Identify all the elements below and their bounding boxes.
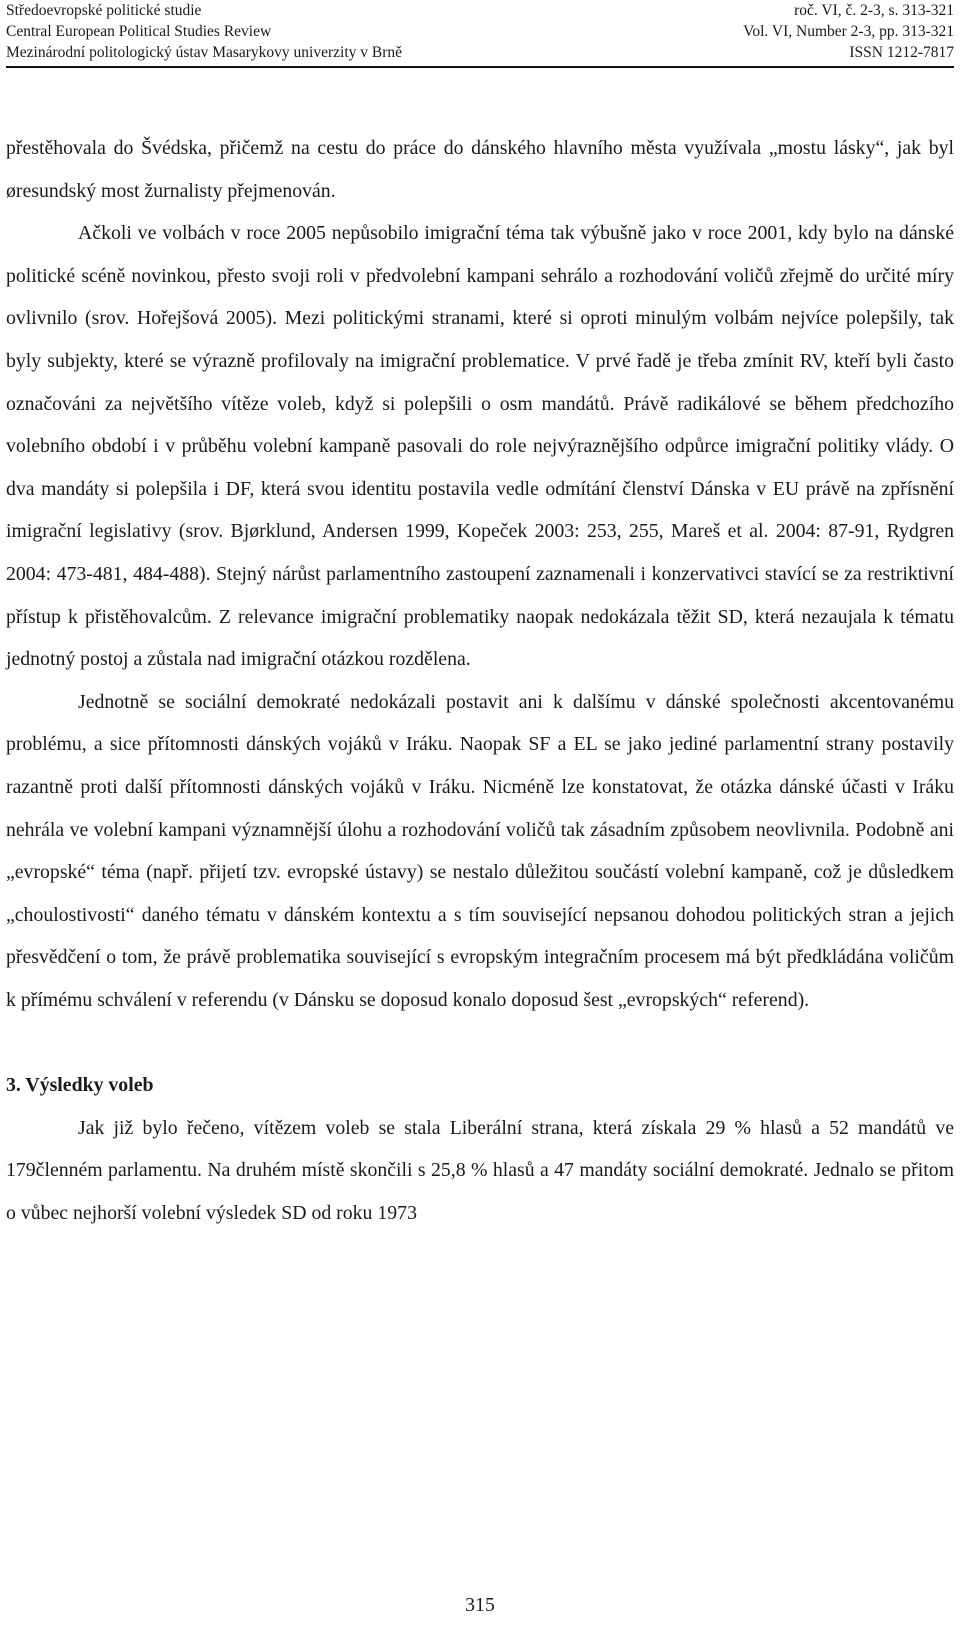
section-heading: 3. Výsledky voleb: [6, 1074, 154, 1097]
journal-title-cz: Středoevropské politické studie: [6, 2, 202, 19]
journal-title-en: Central European Political Studies Review: [6, 23, 272, 40]
journal-header: [6, 0, 954, 68]
paragraph-results: Jak již bylo řečeno, vítězem voleb se stala Liberální strana, která získala 29 % hlasů a 52 mandátů ve 179členném parlamentu. Na druhém místě skončili s 25,8 % hlasů a 47 mandáty sociální demokraté. Jednalo se přitom o vůbec nejhorší volební výsledek SD od roku 1973: [6, 1116, 954, 1224]
issn: ISSN 1212-7817: [849, 44, 954, 61]
paragraph-continuation: přestěhovala do Švédska, přičemž na cestu do práce do dánského hlavního města využívala „mostu lásky“, jak byl øresundský most žurnalisty přejmenován.: [6, 137, 954, 202]
publisher: Mezinárodní politologický ústav Masarykovy univerzity v Brně: [6, 44, 403, 61]
volume-en: Vol. VI, Number 2-3, pp. 313-321: [743, 23, 954, 40]
volume-cz: roč. VI, č. 2-3, s. 313-321: [794, 2, 954, 19]
header-row-2: [6, 21, 954, 42]
paragraph-iraq-europe: Jednotně se sociální demokraté nedokázali postavit ani k dalšímu v dánské společnosti akcentovanému problému, a sice přítomnosti dánských vojáků v Iráku. Naopak SF a EL se jako jediné parlamentní strany postavily razantně proti další přítomnosti dánských vojáků v Iráku. Nicméně lze konstatovat, že otázka dánské účasti v Iráku nehrála ve volební kampani významnější úlohu a rozhodování voličů tak zásadním způsobem neovlivnila. Podobně ani „evropské“ téma (např. přijetí tzv. evropské ústavy) se nestalo důležitou součástí volební kampaně, což je důsledkem „choulostivosti“ daného tématu v dánském kontextu a s tím související nepsanou dohodou politických stran a jejich přesvědčení o tom, že právě problematika související s evropským integračním procesem má být předkládána voličům k přímému schválení v referendu (v Dánsku se doposud konalo doposud šest „evropských“ referend).: [6, 690, 954, 1011]
page-number: 315: [465, 1594, 495, 1616]
header-row-3: [6, 42, 954, 63]
article-body: [6, 127, 954, 1234]
header-row-1: [6, 0, 954, 21]
paragraph-immigration: Ačkoli ve volbách v roce 2005 nepůsobilo imigrační téma tak výbušně jako v roce 2001, kdy bylo na dánské politické scéně novinkou, přesto svoji roli v předvolební kampani sehrálo a rozhodování voličů zřejmě do určité míry ovlivnilo (srov. Hořejšová 2005). Mezi politickými stranami, které si oproti minulým volbám nejvíce polepšily, tak byly subjekty, které se výrazně profilovaly na imigrační problematice. V prvé řadě je třeba zmínit RV, kteří byli často označováni za největšího vítěze voleb, když si polepšili o osm mandátů. Právě radikálové se během předchozího volebního období i v průběhu volební kampaně pasovali do role nejvýraznějšího odpůrce imigrační politiky vlády. O dva mandáty si polepšila i DF, která svou identitu postavila vedle odmítání členství Dánska v EU právě na zpřísnění imigrační legislativy (srov. Bjørklund, Andersen 1999, Kopeček 2003: 253, 255, Mareš et al. 2004: 87-91, Rydgren 2004: 473-481, 484-488). Stejný nárůst parlamentního zastoupení zaznamenali i konzervativci stavící se za restriktivní přístup k přistěhovalcům. Z relevance imigrační problematiky naopak nedokázala těžit SD, která nezaujala k tématu jednotný postoj a zůstala nad imigrační otázkou rozdělena.: [6, 222, 954, 671]
